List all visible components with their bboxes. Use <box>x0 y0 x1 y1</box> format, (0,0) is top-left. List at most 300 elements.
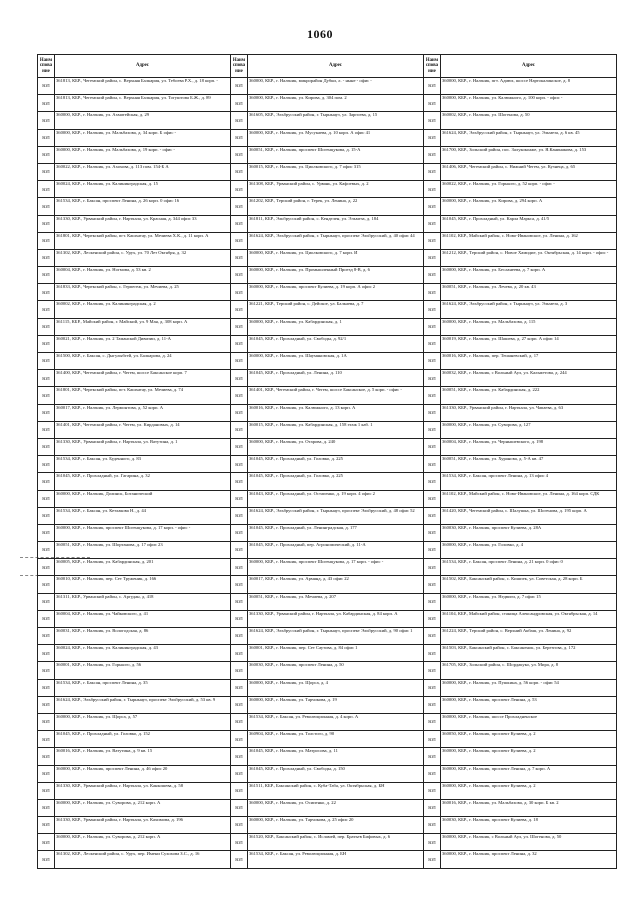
table-row <box>38 112 617 129</box>
entity-type-cell: ЮЛ <box>424 559 441 576</box>
entity-type-cell: ЮЛ <box>231 799 248 816</box>
entity-type-cell: ЮЛ <box>424 645 441 662</box>
table-row <box>38 851 617 868</box>
address-cell: 360030, КБР., г. Нальчик, проспект Ленина, д. 50 <box>248 662 424 679</box>
address-cell: 360000, КБР., г. Нальчик, микрорайон Дубки, л. - ныне - офис - <box>248 78 424 95</box>
entity-type-cell: ЮЛ <box>424 542 441 559</box>
table-row <box>38 198 617 215</box>
entity-type-cell: ЮЛ <box>424 438 441 455</box>
address-cell: 360000, КБР., г. Нальчик, ул. Мальбахова, д. 19 корп. - офис - <box>55 146 231 163</box>
address-cell: 360030, КБР., г. Нальчик, проспект Кулиева, д. 18 <box>441 817 617 834</box>
table-row <box>38 353 617 370</box>
address-cell: 360016, КБР., г. Нальчик, ул. Мальбахова, д. 30 корп. Б кв. 2 <box>441 799 617 816</box>
address-cell: 360000, КБР., г. Нальчик, ул. Тарчокова, д. 19 <box>248 696 424 713</box>
address-cell: 360024, КБР., г. Нальчик, ул. Калининградская, д. 15 <box>55 181 231 198</box>
address-cell: 361400, КБР., Чегемский район, г. Чегем, шоссе Баксанское корп. 7 <box>55 370 231 387</box>
address-cell: 360000, КБР., г. Нальчик, проспект Ленина, д. 46 офис 20 <box>55 765 231 782</box>
entity-type-cell: ЮЛ <box>38 490 55 507</box>
entity-type-cell: ЮЛ <box>231 249 248 266</box>
table-row <box>38 834 617 851</box>
entity-type-cell: ЮЛ <box>38 593 55 610</box>
address-cell: 361221, КБР., Терский район, с. Дейское, ул. Балкаева, д. 7 <box>248 301 424 318</box>
address-cell: 361605, КБР., Эльбрусский район, г. Тырныауз, ул. Заргоева, д. 15 <box>248 112 424 129</box>
entity-type-cell: ЮЛ <box>38 198 55 215</box>
address-cell: 360002, КБР., г. Нальчик, ул. Калининградская, д. 2 <box>55 301 231 318</box>
address-cell: 360000, КБР., г. Нальчик, ул. Шаумяновская, д. 1А <box>248 353 424 370</box>
entity-type-cell: ЮЛ <box>424 181 441 198</box>
entity-type-cell: ЮЛ <box>424 524 441 541</box>
table-row <box>38 593 617 610</box>
address-cell: 360000, КБР., г. Нальчик, проспект Ленина, д. 53 <box>441 696 617 713</box>
table-body <box>38 78 617 869</box>
entity-type-cell: ЮЛ <box>424 129 441 146</box>
entity-type-cell: ЮЛ <box>424 748 441 765</box>
address-cell: 360000, КБР., г. Нальчик, проспект Кулиева, д. 19 корп. А офис 2 <box>248 284 424 301</box>
address-cell: 360000, КБР., г. Нальчик, ул. Промышленный Проезд 8-В, д. 6 <box>248 267 424 284</box>
entity-type-cell: ЮЛ <box>231 335 248 352</box>
table-row <box>38 731 617 748</box>
entity-type-cell: ЮЛ <box>231 129 248 146</box>
entity-type-cell: ЮЛ <box>231 78 248 95</box>
entity-type-cell: ЮЛ <box>231 834 248 851</box>
address-cell: 361520, КБР., Баксанский район, с. Исламей, пер. Братьев Бифовых, д. 6 <box>248 834 424 851</box>
address-cell: 361330, КБР., Урванский район, г. Нарткала, ул. Канкошева, д. 58 <box>55 782 231 799</box>
address-cell: 361045, КБР., г. Прохладный, ул. Свободы, д. 150 <box>248 765 424 782</box>
address-cell: 360030, КБР., г. Нальчик, проспект Кулиева, д. 28А <box>441 524 617 541</box>
address-cell: 361115, КБР., Майский район, г. Майский, ул. 9 Мая, д. 308 корп. А <box>55 318 231 335</box>
address-cell: 361045, КБР., г. Прохладный, ул. Ленина, д. 110 <box>248 370 424 387</box>
entity-type-cell: ЮЛ <box>38 645 55 662</box>
address-cell: 360022, КБР., г. Нальчик, ул. Ахохова, д. 113 пом. 154-Б А <box>55 163 231 180</box>
address-cell: 361813, КБР., Чегемский район, с. Верхняя Балкария, ул. Тогуштова Б.Ж., д. 89 <box>55 95 231 112</box>
table-row <box>38 146 617 163</box>
address-cell: 360000, КБР., г. Нальчик, шоссе Прохладненское <box>441 713 617 730</box>
entity-type-cell: ЮЛ <box>424 78 441 95</box>
table-row <box>38 662 617 679</box>
address-cell: 361801, КБР., Черекский район, пгт. Кашхатау, ул. Мечиева Х.К., д. 11 корп. А <box>55 232 231 249</box>
entity-type-cell: ЮЛ <box>424 112 441 129</box>
entity-type-cell: ЮЛ <box>424 146 441 163</box>
table-row <box>38 782 617 799</box>
entity-type-cell: ЮЛ <box>231 438 248 455</box>
entity-type-cell: ЮЛ <box>424 473 441 490</box>
entity-type-cell: ЮЛ <box>38 834 55 851</box>
entity-type-cell: ЮЛ <box>38 456 55 473</box>
address-cell: 360051, КБР., г. Нальчик, ул. Лечева, д. 20 кв. 43 <box>441 284 617 301</box>
address-cell: 360000, КБР., г. Нальчик, проспект Шогенцукова, д. 17 корп. - офис - <box>55 524 231 541</box>
address-cell: 360000, КБР., г. Нальчик, ул. Ахматейская, д. 29 <box>55 112 231 129</box>
entity-type-cell: ЮЛ <box>231 370 248 387</box>
entity-type-cell: ЮЛ <box>38 301 55 318</box>
table-row <box>38 181 617 198</box>
entity-type-cell: ЮЛ <box>231 95 248 112</box>
header-form: Наим спова ние <box>424 55 441 78</box>
address-cell: 360000, КБР., г. Нальчик, ул. Суворова, д. 127 <box>441 421 617 438</box>
address-cell: 361330, КБР., Урванский район, г. Нарткала, ул. Красная, д. 344 офис 33 <box>55 215 231 232</box>
address-cell: 361330, КБР., Урванский район, г. Нарткала, ул. Ватутина, д. 1 <box>55 438 231 455</box>
entity-type-cell: ЮЛ <box>38 267 55 284</box>
address-cell: 361502, КБР., Баксанский район, с. Кишпек, ул. Советская, д. 28 корп. Б <box>441 576 617 593</box>
entity-type-cell: ЮЛ <box>38 696 55 713</box>
address-cell: 360004, КБР., г. Нальчик, ул. Чернышевского, д. 198 <box>441 438 617 455</box>
entity-type-cell: ЮЛ <box>231 645 248 662</box>
entity-type-cell: ЮЛ <box>231 232 248 249</box>
entity-type-cell: ЮЛ <box>38 129 55 146</box>
entity-type-cell: ЮЛ <box>38 524 55 541</box>
entity-type-cell: ЮЛ <box>231 490 248 507</box>
address-cell: 361302, КБР., Лескенский район, с. Урух, ул. 70 Лет Октября, д. 32 <box>55 249 231 266</box>
entity-type-cell: ЮЛ <box>231 267 248 284</box>
address-cell: 360004, КБР., г. Нальчик, ул. Ногмова, д. 53 кв. 2 <box>55 267 231 284</box>
entity-type-cell: ЮЛ <box>424 198 441 215</box>
entity-type-cell: ЮЛ <box>231 713 248 730</box>
entity-type-cell: ЮЛ <box>424 799 441 816</box>
entity-type-cell: ЮЛ <box>231 353 248 370</box>
address-cell: 361102, КБР., Майский район, с. Ново-Ивановское, ул. Ленина, д. 162 <box>441 232 617 249</box>
table-row <box>38 524 617 541</box>
entity-type-cell: ЮЛ <box>231 696 248 713</box>
entity-type-cell: ЮЛ <box>424 232 441 249</box>
table-row <box>38 421 617 438</box>
address-cell: 360031, КБР., г. Нальчик, ул. Вологодская, д. 86 <box>55 628 231 645</box>
table-row <box>38 507 617 524</box>
header-address: Адрес <box>248 55 424 78</box>
address-cell: 360000, КБР., г. Нальчик, проспект Ленина, д. 7 корп. А <box>441 765 617 782</box>
table-row <box>38 473 617 490</box>
table-row <box>38 232 617 249</box>
entity-type-cell: ЮЛ <box>424 696 441 713</box>
address-cell: 360001, КБР., г. Нальчик, пер. Сет Саутова, д. 84 офис 1 <box>248 645 424 662</box>
entity-type-cell: ЮЛ <box>38 679 55 696</box>
table-row <box>38 628 617 645</box>
entity-type-cell: ЮЛ <box>424 593 441 610</box>
entity-type-cell: ЮЛ <box>38 404 55 421</box>
entity-type-cell: ЮЛ <box>38 78 55 95</box>
entity-type-cell: ЮЛ <box>38 353 55 370</box>
entity-type-cell: ЮЛ <box>231 318 248 335</box>
address-cell: 360000, КБР., г. Нальчик, ул. Суворова, д. 212 корп. А <box>55 799 231 816</box>
table-row <box>38 438 617 455</box>
page-number: 1060 <box>307 27 333 41</box>
address-cell: 360015, КБР., г. Нальчик, ул. Циолковского, д. 7 офис 315 <box>248 163 424 180</box>
entity-type-cell: ЮЛ <box>38 817 55 834</box>
address-cell: 360000, КБР., г. Нальчик, ул. Циолковского, д. 7 корп. И <box>248 249 424 266</box>
address-cell: 360000, КБР., г. Нальчик, ул. Отарова, д. 240 <box>248 438 424 455</box>
address-cell: 361534, КБР., г. Баксан, проспект Ленина, д. 35 <box>55 679 231 696</box>
address-cell: 360016, КБР., г. Нальчик, пер. Тешаневский, д. 17 <box>441 353 617 370</box>
entity-type-cell: ЮЛ <box>38 731 55 748</box>
entity-type-cell: ЮЛ <box>38 112 55 129</box>
entity-type-cell: ЮЛ <box>38 748 55 765</box>
address-cell: 361624, КБР., Эльбрусский район, г. Тырныауз, ул. Эльмеза, д. 6 кв. 45 <box>441 129 617 146</box>
address-cell: 360004, КБР., г. Нальчик, ул. Чайковского, д. 41 <box>55 610 231 627</box>
entity-type-cell: ЮЛ <box>38 438 55 455</box>
entity-type-cell: ЮЛ <box>38 610 55 627</box>
address-cell: 361801, КБР., Черекский район, пгт. Кашхатау, ул. Мечиева, д. 74 <box>55 387 231 404</box>
address-cell: 360000, КБР., г. Нальчик, ул. Суворова, д. 212 корп. А <box>55 834 231 851</box>
entity-type-cell: ЮЛ <box>424 576 441 593</box>
table-row <box>38 370 617 387</box>
address-cell: 361401, КБР., Чегемский район, г. Чегем, ул. Кирдановых, д. 14 <box>55 421 231 438</box>
address-cell: 361534, КБР., г. Баксан, проспект Ленина, д. 13 офис 4 <box>441 473 617 490</box>
address-cell: 360019, КБР., г. Нальчик, ул. Шашева, д. 27 корп. А офис 14 <box>441 335 617 352</box>
entity-type-cell: ЮЛ <box>424 679 441 696</box>
address-cell: 360000, КБР., г. Нальчик, ул. Пушкина, д. 56 корп. - офис 54 <box>441 679 617 696</box>
table-header-row <box>38 55 617 78</box>
entity-type-cell: ЮЛ <box>231 284 248 301</box>
address-cell: 361406, КБР., Чегемский район, с. Нижний Чегем, ул. Кузнеца, д. 65 <box>441 163 617 180</box>
entity-type-cell: ЮЛ <box>424 507 441 524</box>
address-cell: 361624, КБР., Эльбрусский район, г. Тырныауз, проспект Эльбрусский, д. 40 офис 44 <box>248 232 424 249</box>
entity-type-cell: ЮЛ <box>231 610 248 627</box>
entity-type-cell: ЮЛ <box>424 387 441 404</box>
entity-type-cell: ЮЛ <box>424 404 441 421</box>
address-cell: 361330, КБР., Урванский район, г. Нарткала, ул. Кабардинская, д. 84 корп. А <box>248 610 424 627</box>
table-row <box>38 267 617 284</box>
address-cell: 361045, КБР., г. Прохладный, пер. Агрономический, д. 11-А <box>248 542 424 559</box>
header-address: Адрес <box>55 55 231 78</box>
address-cell: 360015, КБР., г. Нальчик, ул. Кабардинская, д. 158 этаж 1 каб. 1 <box>248 421 424 438</box>
entity-type-cell: ЮЛ <box>424 662 441 679</box>
address-cell: 360000, КБР., г. Нальчик, пгт. Адиюх, шоссе Нартокалинское, д. 8 <box>441 78 617 95</box>
address-cell: 360000, КБР., г. Нальчик, ул. Головко, д. 4 <box>441 542 617 559</box>
entity-type-cell: ЮЛ <box>424 817 441 834</box>
entity-type-cell: ЮЛ <box>424 456 441 473</box>
address-cell: 360016, КБР., г. Нальчик, ул. Калюжного, д. 13 корп. А <box>248 404 424 421</box>
address-cell: 361705, КБР., Зольский район, с. Шордакуко, ул. Мира, д. 8 <box>441 662 617 679</box>
entity-type-cell: ЮЛ <box>424 713 441 730</box>
entity-type-cell: ЮЛ <box>231 851 248 868</box>
address-cell: 361534, КБР., г. Баксан, ул. Буденного, д. 83 <box>55 456 231 473</box>
address-cell: 360000, КБР., г. Нальчик, ул. Щорса, д. 57 <box>55 713 231 730</box>
entity-type-cell: ЮЛ <box>38 662 55 679</box>
address-cell: 361700, КБР., Зольский район, пос. Залукокоаже, ул. Я.Канинакова, д. 153 <box>441 146 617 163</box>
address-cell: 360000, КБР., г. Нальчик, проспект Кулиева, д. 2 <box>441 782 617 799</box>
entity-type-cell: ЮЛ <box>424 782 441 799</box>
address-cell: 360000, КБР., г. Нальчик, проспект Кулиева, д. 2 <box>441 748 617 765</box>
entity-type-cell: ЮЛ <box>231 679 248 696</box>
address-cell: 360000, КБР., г. Нальчик, ул. Бесланеева, д. 7 корп. А <box>441 267 617 284</box>
entity-type-cell: ЮЛ <box>424 318 441 335</box>
entity-type-cell: ЮЛ <box>424 353 441 370</box>
entity-type-cell: ЮЛ <box>231 473 248 490</box>
table-row <box>38 799 617 816</box>
address-cell: 361045, КБР., г. Прохладный, ул. Головко, д. 152 <box>55 731 231 748</box>
address-cell: 360050, КБР., г. Нальчик, проспект Кулиева, д. 2 <box>441 731 617 748</box>
address-cell: 361813, КБР., Чегемский район, с. Верхняя Балкария, ул. Тебоева Р.Х., д. 18 корп. - <box>55 78 231 95</box>
address-cell: 361045, КБР., г. Прохладный, ул. Головко, д. 225 <box>248 473 424 490</box>
entity-type-cell: ЮЛ <box>424 163 441 180</box>
entity-type-cell: ЮЛ <box>424 490 441 507</box>
entity-type-cell: ЮЛ <box>38 765 55 782</box>
address-cell: 361833, КБР., Черекский район, с. Герпегеж, ул. Мечиева, д. 25 <box>55 284 231 301</box>
address-cell: 360002, КБР., г. Нальчик, ул. Шогенова, д. 50 <box>441 112 617 129</box>
address-cell: 360051, КБР., г. Нальчик, ул. Хуранова, д. 5-А кв. 47 <box>441 456 617 473</box>
address-cell: 360000, КБР., г. Нальчик, ул. Недвиги, д. 7 офис 15 <box>441 593 617 610</box>
entity-type-cell: ЮЛ <box>424 249 441 266</box>
table-row <box>38 748 617 765</box>
entity-type-cell: ЮЛ <box>231 559 248 576</box>
address-cell: 361045, КБР., г. Прохладный, ул. Ленинградская, д. 177 <box>248 524 424 541</box>
address-cell: 360904, КБР., г. Нальчик, ул. Толстого, д. 90 <box>248 731 424 748</box>
address-cell: 360017, КБР., г. Нальчик, ул. Армянд, д. 43 офис 22 <box>248 576 424 593</box>
table-row <box>38 163 617 180</box>
address-cell: 361624, КБР., Эльбрусский район, г. Тырныауз, проспект Эльбрусский, д. 53 кв. 9 <box>55 696 231 713</box>
address-cell: 361624, КБР., Эльбрусский район, г. Тырныауз, проспект Эльбрусский, д. 48 офис 52 <box>248 507 424 524</box>
entity-type-cell: ЮЛ <box>231 628 248 645</box>
entity-type-cell: ЮЛ <box>231 593 248 610</box>
entity-type-cell: ЮЛ <box>424 335 441 352</box>
entity-type-cell: ЮЛ <box>38 421 55 438</box>
entity-type-cell: ЮЛ <box>38 163 55 180</box>
table-row <box>38 713 617 730</box>
entity-type-cell: ЮЛ <box>231 524 248 541</box>
address-register-sheet <box>37 54 617 896</box>
entity-type-cell: ЮЛ <box>38 387 55 404</box>
address-cell: 360000, КБР., г. Нальчик, ул. Кирова, д. 294 корп. А <box>441 198 617 215</box>
address-cell: 361104, КБР., Майский район, станица Александровская, ул. Октябрьская, д. 14 <box>441 610 617 627</box>
table-row <box>38 404 617 421</box>
address-cell: 361534, КБР., г. Баксан, ул. Революционная, д. БН <box>248 851 424 868</box>
address-cell: 361308, КБР., Урванский район, с. Урвань, ул. Кафоевых, д. 2 <box>248 181 424 198</box>
address-cell: 361401, КБР., Чегемский район, г. Чегем, шоссе Баксанское, д. 5 корп. - офис - <box>248 387 424 404</box>
entity-type-cell: ЮЛ <box>38 232 55 249</box>
table-row <box>38 215 617 232</box>
address-cell: 360001, КБР., г. Нальчик, ул. Горького, д. 56 <box>55 662 231 679</box>
entity-type-cell: ЮЛ <box>231 748 248 765</box>
address-cell: 361202, КБР., Терский район, г. Терек, ул. Ленина, д. 22 <box>248 198 424 215</box>
entity-type-cell: ЮЛ <box>231 163 248 180</box>
entity-type-cell: ЮЛ <box>38 249 55 266</box>
entity-type-cell: ЮЛ <box>38 215 55 232</box>
address-cell: 361045, КБР., г. Прохладный, ул. Гагарина, д. 32 <box>55 473 231 490</box>
address-cell: 360016, КБР., г. Нальчик, ул. Ватутина, д. 9 кв. 15 <box>55 748 231 765</box>
address-cell: 360000, КБР., г. Нальчик, проспект Ленина, д. 32 <box>441 851 617 868</box>
table-row <box>38 696 617 713</box>
table-row <box>38 490 617 507</box>
table-row <box>38 78 617 95</box>
entity-type-cell: ЮЛ <box>424 215 441 232</box>
entity-type-cell: ЮЛ <box>231 456 248 473</box>
header-form: Наим спова ние <box>231 55 248 78</box>
entity-type-cell: ЮЛ <box>231 507 248 524</box>
entity-type-cell: ЮЛ <box>38 284 55 301</box>
entity-type-cell: ЮЛ <box>424 628 441 645</box>
address-cell: 360000, КБР., г. Нальчик, ул. Осипенко, д. 22 <box>248 799 424 816</box>
table-row <box>38 318 617 335</box>
entity-type-cell: ЮЛ <box>38 95 55 112</box>
entity-type-cell: ЮЛ <box>38 370 55 387</box>
address-cell: 360000, КБР., г. Нальчик, проспект Шогенцукова, д. 17 корп. - офис - <box>248 559 424 576</box>
entity-type-cell: ЮЛ <box>231 404 248 421</box>
entity-type-cell: ЮЛ <box>424 267 441 284</box>
address-cell: 360000, КБР., г. Нальчик, с Вольный Аул, ул. Шогенова, д. 50 <box>441 834 617 851</box>
address-cell: 360000, КБР., г. Нальчик, ул. Калюжного, д. 100 корп. - офис - <box>441 95 617 112</box>
entity-type-cell: ЮЛ <box>231 782 248 799</box>
table-row <box>38 335 617 352</box>
entity-type-cell: ЮЛ <box>424 851 441 868</box>
address-cell: 360000, КБР., г. Нальчик, ул. Мальбахова, д. 115 <box>441 318 617 335</box>
address-cell: 360010, КБР., г. Нальчик, пер. Сет Труженик, д. 166 <box>55 576 231 593</box>
entity-type-cell: ЮЛ <box>38 318 55 335</box>
address-cell: 360000, КБР., г. Нальчик, ул. Щорса, д. 4 <box>248 679 424 696</box>
entity-type-cell: ЮЛ <box>424 731 441 748</box>
address-cell: 360051, КБР., г. Нальчик, ул. Кабардинская, д. 222 <box>441 387 617 404</box>
address-cell: 360051, КБР., г. Нальчик, ул. Мечиева, д. 207 <box>248 593 424 610</box>
entity-type-cell: ЮЛ <box>231 421 248 438</box>
entity-type-cell: ЮЛ <box>424 834 441 851</box>
address-cell: 361503, КБР., Баксанский район, с. Баксаненок, ул. Березгова, д. 172 <box>441 645 617 662</box>
entity-type-cell: ЮЛ <box>38 335 55 352</box>
address-cell: 361624, КБР., Эльбрусский район, г. Тырныауз, ул. Эльмеза, д. 3 <box>441 301 617 318</box>
address-cell: 361045, КБР., г. Прохладный, ул. Свободы, д. 92/1 <box>248 335 424 352</box>
table-row <box>38 129 617 146</box>
entity-type-cell: ЮЛ <box>424 610 441 627</box>
table-row <box>38 387 617 404</box>
address-cell: 361045, КБР., г. Прохладный, ул. Карла Маркса, д. 41/5 <box>441 215 617 232</box>
address-cell: 361534, КБР., г. Баксан, ул. Революционная, д. 4 корп. А <box>248 713 424 730</box>
address-cell: 360000, КБР., г. Нальчик, ул. Мусукаева, д. 10 корп. А офис 41 <box>248 129 424 146</box>
address-cell: 361045, КБР., г. Прохладный, ул. Головко, д. 225 <box>248 456 424 473</box>
table-row <box>38 817 617 834</box>
address-cell: 360021, КБР., г. Нальчик, ул. 2 Таманской Дивизии, д. 11-А <box>55 335 231 352</box>
address-cell: 361534, КБР., г. Баксан, ул. Кетлакова Н., д. 44 <box>55 507 231 524</box>
entity-type-cell: ЮЛ <box>231 112 248 129</box>
entity-type-cell: ЮЛ <box>231 765 248 782</box>
entity-type-cell: ЮЛ <box>231 146 248 163</box>
address-cell: 360000, КБР., г. Нальчик, ул. Кабардинская, д. 1 <box>248 318 424 335</box>
address-cell: 361043, КБР., г. Прохладный, ул. Остапенко, д. 19 корп. 4 офис 2 <box>248 490 424 507</box>
entity-type-cell: ЮЛ <box>231 576 248 593</box>
address-cell: 361311, КБР., Урванский район, с. Аргудан, д. 418 <box>55 593 231 610</box>
address-cell: 361330, КБР., Урванский район, г. Нарткала, ул. Чапаева, д. 63 <box>441 404 617 421</box>
entity-type-cell: ЮЛ <box>231 387 248 404</box>
address-cell: 361500, КБР., г. Баксан, с. Дыгулыбгей, ул. Балкарова, д. 24 <box>55 353 231 370</box>
entity-type-cell: ЮЛ <box>424 765 441 782</box>
entity-type-cell: ЮЛ <box>38 713 55 730</box>
table-row <box>38 301 617 318</box>
address-cell: 360022, КБР., г. Нальчик, ул. Горького, д. 52 корп. - офис - <box>441 181 617 198</box>
table-row <box>38 542 617 559</box>
table-row <box>38 576 617 593</box>
table-row <box>38 249 617 266</box>
address-cell: 361212, КБР., Терский район, с. Новое Хамидие, ул. Октябрьская, д. 14 корп. - офис - <box>441 249 617 266</box>
entity-type-cell: ЮЛ <box>424 95 441 112</box>
table-row <box>38 610 617 627</box>
entity-type-cell: ЮЛ <box>231 731 248 748</box>
entity-type-cell: ЮЛ <box>38 181 55 198</box>
entity-type-cell: ЮЛ <box>231 181 248 198</box>
entity-type-cell: ЮЛ <box>424 370 441 387</box>
address-cell: 360017, КБР., г. Нальчик, ул. Лермонтова, д. 52 корп. А <box>55 404 231 421</box>
address-cell: 360024, КБР., г. Нальчик, ул. Калининградская, д. 43 <box>55 645 231 662</box>
entity-type-cell: ЮЛ <box>38 782 55 799</box>
table-row <box>38 456 617 473</box>
address-cell: 361102, КБР., Майский район, с. Ново-Ивановское, ул. Ленина, д. 164 корп. СДК <box>441 490 617 507</box>
address-cell: 361045, КБР., г. Нальчик, ул. Матросова, д. 11 <box>248 748 424 765</box>
header-address: Адрес <box>441 55 617 78</box>
header-form: Наим спова ние <box>38 55 55 78</box>
table-row <box>38 765 617 782</box>
address-cell: 360032, КБР., г. Нальчик, с Вольный Аул, ул. Кальметова, д. 244 <box>441 370 617 387</box>
entity-type-cell: ЮЛ <box>38 576 55 593</box>
address-cell: 360000, КБР., г. Нальчик, ул. Кирова, д. 304 пом. 2 <box>248 95 424 112</box>
entity-type-cell: ЮЛ <box>38 559 55 576</box>
entity-type-cell: ЮЛ <box>38 851 55 868</box>
address-cell: 360051, КБР., г. Нальчик, проспект Шогенцукова, д. 15-А <box>248 146 424 163</box>
entity-type-cell: ЮЛ <box>424 421 441 438</box>
entity-type-cell: ЮЛ <box>38 473 55 490</box>
